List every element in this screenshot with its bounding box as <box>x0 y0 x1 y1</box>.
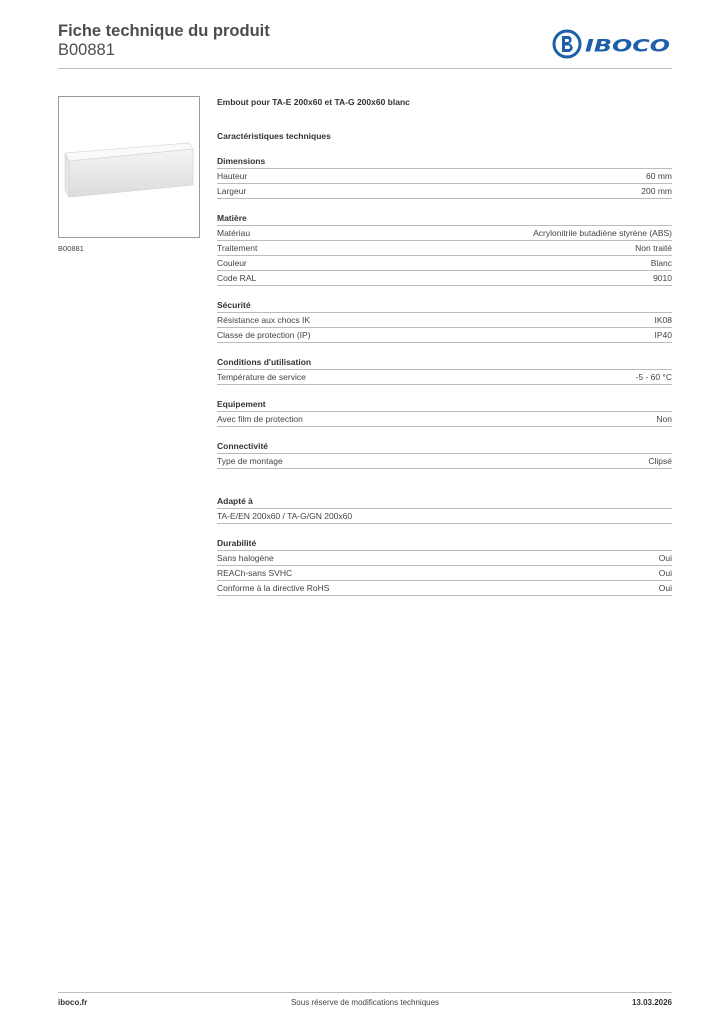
page-title: Fiche technique du produit <box>58 22 270 40</box>
spec-label: Conforme à la directive RoHS <box>217 583 330 593</box>
spec-section <box>217 212 672 286</box>
spec-label: Avec film de protection <box>217 414 303 424</box>
spec-row <box>217 566 672 581</box>
spec-label: TA-E/EN 200x60 / TA-G/GN 200x60 <box>217 511 353 521</box>
spec-row <box>217 256 672 271</box>
spec-row <box>217 509 672 524</box>
spec-row <box>217 412 672 427</box>
spec-label: Couleur <box>217 258 247 268</box>
section-title: Dimensions <box>217 155 672 169</box>
spec-row <box>217 313 672 328</box>
spec-section <box>217 299 672 343</box>
spec-sections <box>217 155 672 596</box>
spec-row <box>217 271 672 286</box>
spec-label: Type de montage <box>217 456 283 466</box>
spec-label: Classe de protection (IP) <box>217 330 311 340</box>
spec-value: -5 - 60 °C <box>635 372 672 382</box>
spec-value: 200 mm <box>641 186 672 196</box>
spec-section <box>217 495 672 524</box>
footer-website: iboco.fr <box>58 998 88 1007</box>
section-title: Equipement <box>217 398 672 412</box>
spec-value: 60 mm <box>646 171 672 181</box>
spec-label: Code RAL <box>217 273 257 283</box>
spec-row <box>217 241 672 256</box>
spec-label: Sans halogène <box>217 553 274 563</box>
spec-row <box>217 581 672 596</box>
spec-row <box>217 169 672 184</box>
spec-row <box>217 551 672 566</box>
section-title: Adapté à <box>217 495 672 509</box>
iboco-logo-icon <box>552 28 672 60</box>
photo-caption: B00881 <box>58 244 84 253</box>
product-photo-icon <box>59 97 199 237</box>
product-code: B00881 <box>58 41 115 59</box>
spec-row <box>217 184 672 199</box>
section-title: Durabilité <box>217 537 672 551</box>
spec-value: Oui <box>658 553 672 563</box>
specs-heading: Caractéristiques techniques <box>217 131 331 141</box>
spec-label: REACh-sans SVHC <box>217 568 293 578</box>
spec-label: Hauteur <box>217 171 248 181</box>
spec-section <box>217 356 672 385</box>
spec-value: Oui <box>658 568 672 578</box>
spec-section <box>217 537 672 596</box>
spec-value: Acrylonitrile butadiène styrène (ABS) <box>533 228 672 238</box>
spec-row <box>217 226 672 241</box>
spec-label: Traitement <box>217 243 258 253</box>
spec-label: Largeur <box>217 186 247 196</box>
footer-divider <box>58 992 672 993</box>
section-title: Sécurité <box>217 299 672 313</box>
spec-row <box>217 370 672 385</box>
spec-row <box>217 328 672 343</box>
spec-sheet <box>217 96 672 596</box>
header-divider <box>58 68 672 69</box>
page-footer <box>58 998 672 1010</box>
section-title: Conditions d'utilisation <box>217 356 672 370</box>
footer-notice: Sous réserve de modifications techniques <box>290 998 440 1007</box>
spec-label: Matériau <box>217 228 251 238</box>
spec-value: Non traité <box>635 243 672 253</box>
spec-value: Non <box>656 414 672 424</box>
spec-value: Blanc <box>650 258 672 268</box>
spec-label: Résistance aux chocs IK <box>217 315 311 325</box>
spec-value: Clipsé <box>648 456 672 466</box>
spec-section <box>217 155 672 199</box>
spec-value: IK08 <box>654 315 672 325</box>
spec-value: IP40 <box>654 330 672 340</box>
section-title: Matière <box>217 212 672 226</box>
section-title: Connectivité <box>217 440 672 454</box>
spec-label: Température de service <box>217 372 306 382</box>
page-header <box>58 20 672 68</box>
spec-value: 9010 <box>653 273 672 283</box>
spec-value: Oui <box>658 583 672 593</box>
spec-section <box>217 398 672 427</box>
spec-row <box>217 454 672 469</box>
svg-text:IBOCO: IBOCO <box>585 36 670 57</box>
spec-section <box>217 440 672 469</box>
product-photo <box>58 96 200 238</box>
product-name: Embout pour TA-E 200x60 et TA-G 200x60 blanc <box>217 97 410 107</box>
footer-date: 13.03.2026 <box>631 998 672 1007</box>
